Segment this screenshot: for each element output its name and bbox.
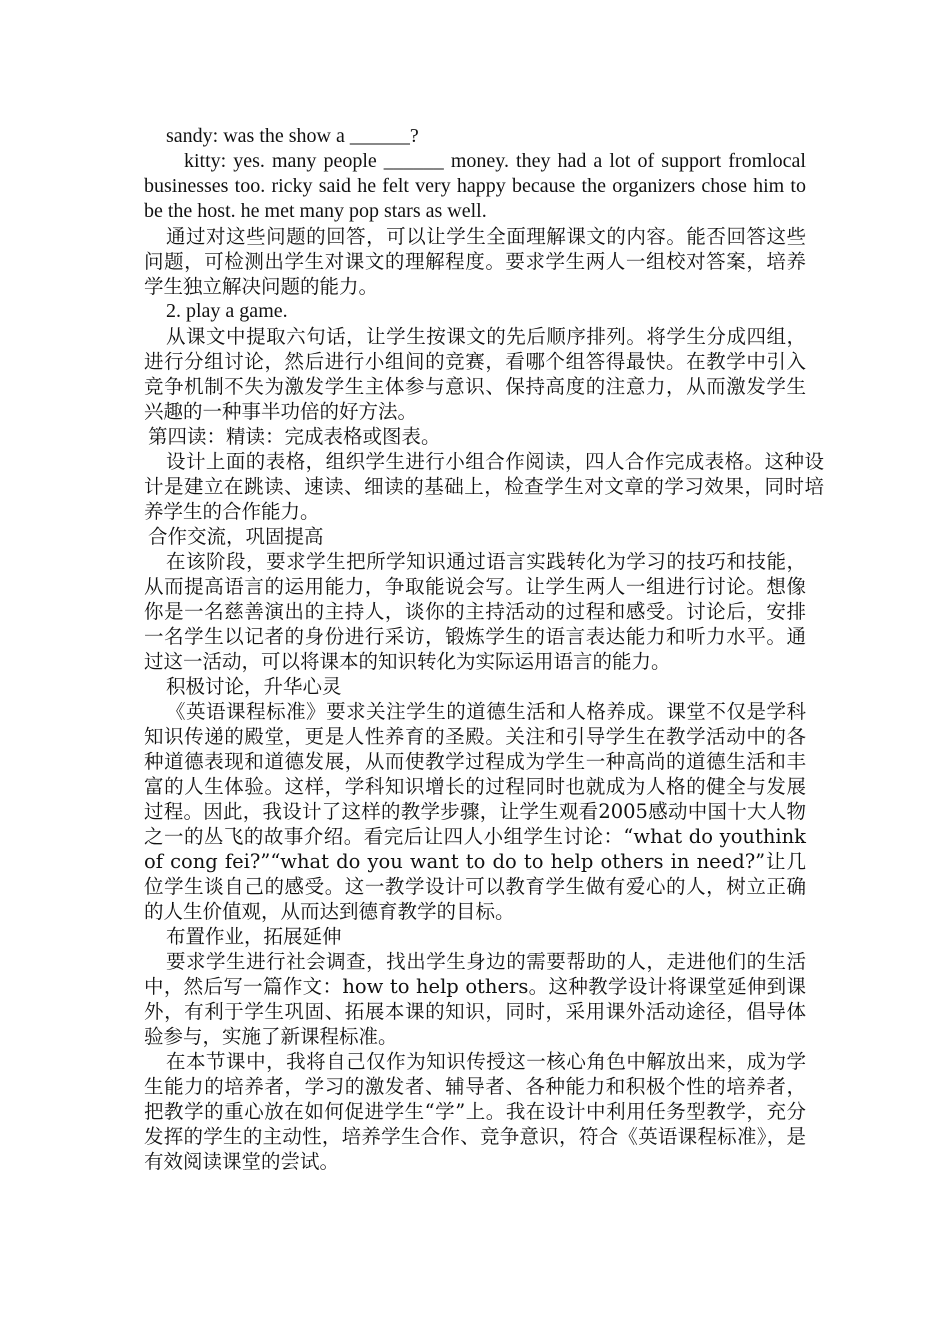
section-heading-discussion: 积极讨论，升华心灵: [166, 675, 342, 698]
section-heading-homework: 布置作业，拓展延伸: [166, 925, 342, 948]
dialogue-line-kitty: kitty: yes. many people ______ money. they had a lot of support fromlocal businesses too. ricky said he felt very happy because the organizers chose him to be the host. he met many pop stars as well.: [144, 150, 806, 222]
section-heading-cooperation: 合作交流，巩固提高: [148, 525, 324, 548]
paragraph-game: 从课文中提取六句话，让学生按课文的先后顺序排列。将学生分成四组，进行分组讨论，然后进行小组间的竞赛，看哪个组答得最快。在教学中引入竞争机制不失为激发学生主体参与意识、保持高度的注意力，从而激发学生兴趣的一种事半功倍的好方法。: [144, 325, 806, 423]
paragraph-question-purpose: 通过对这些问题的回答，可以让学生全面理解课文的内容。能否回答这些问题，可检测出学生对课文的理解程度。要求学生两人一组校对答案，培养学生独立解决问题的能力。: [144, 225, 806, 298]
step-heading-play-game: 2. play a game.: [166, 300, 288, 322]
paragraph-table-design: 设计上面的表格，组织学生进行小组合作阅读，四人合作完成表格。这种设计是建立在跳读、速读、细读的基础上，检查学生对文章的学习效果，同时培养学生的合作能力。: [144, 450, 824, 523]
step-heading-fourth-reading: 第四读：精读：完成表格或图表。: [148, 425, 441, 448]
paragraph-conclusion: 在本节课中，我将自己仅作为知识传授这一核心角色中解放出来，成为学生能力的培养者，学习的激发者、辅导者、各种能力和积极个性的培养者，把教学的重心放在如何促进学生“学”上。我在设计中利用任务型教学，充分发挥的学生的主动性，培养学生合作、竞争意识，符合《英语课程标准》，是有效阅读课堂的尝试。: [144, 1050, 806, 1173]
paragraph-discussion: 《英语课程标准》要求关注学生的道德生活和人格养成。课堂不仅是学科知识传递的殿堂，更是人性养育的圣殿。关注和引导学生在教学活动中的各种道德表现和道德发展，从而使教学过程成为学生一种高尚的道德生活和丰富的人生体验。这样，学科知识增长的过程同时也就成为人格的健全与发展过程。因此，我设计了这样的教学步骤，让学生观看2005感动中国十大人物之一的丛飞的故事介绍。看完后让四人小组学生讨论：“what do youthink of cong fei?”“what do you want to do to help others in need?”让几位学生谈自己的感受。这一教学设计可以教育学生做有爱心的人，树立正确的人生价值观，从而达到德育教学的目标。: [144, 700, 806, 923]
paragraph-homework: 要求学生进行社会调查，找出学生身边的需要帮助的人，走进他们的生活中，然后写一篇作文：how to help others。这种教学设计将课堂延伸到课外，有利于学生巩固、拓展本课的知识，同时，采用课外活动途径，倡导体验参与，实施了新课程标准。: [144, 950, 806, 1048]
dialogue-line-sandy: sandy: was the show a ______?: [166, 125, 419, 147]
paragraph-cooperation: 在该阶段，要求学生把所学知识通过语言实践转化为学习的技巧和技能，从而提高语言的运用能力，争取能说会写。让学生两人一组进行讨论。想像你是一名慈善演出的主持人，谈你的主持活动的过程和感受。讨论后，安排一名学生以记者的身份进行采访，锻炼学生的语言表达能力和听力水平。通过这一活动，可以将课本的知识转化为实际运用语言的能力。: [144, 550, 806, 673]
document-body: [144, 124, 824, 1174]
